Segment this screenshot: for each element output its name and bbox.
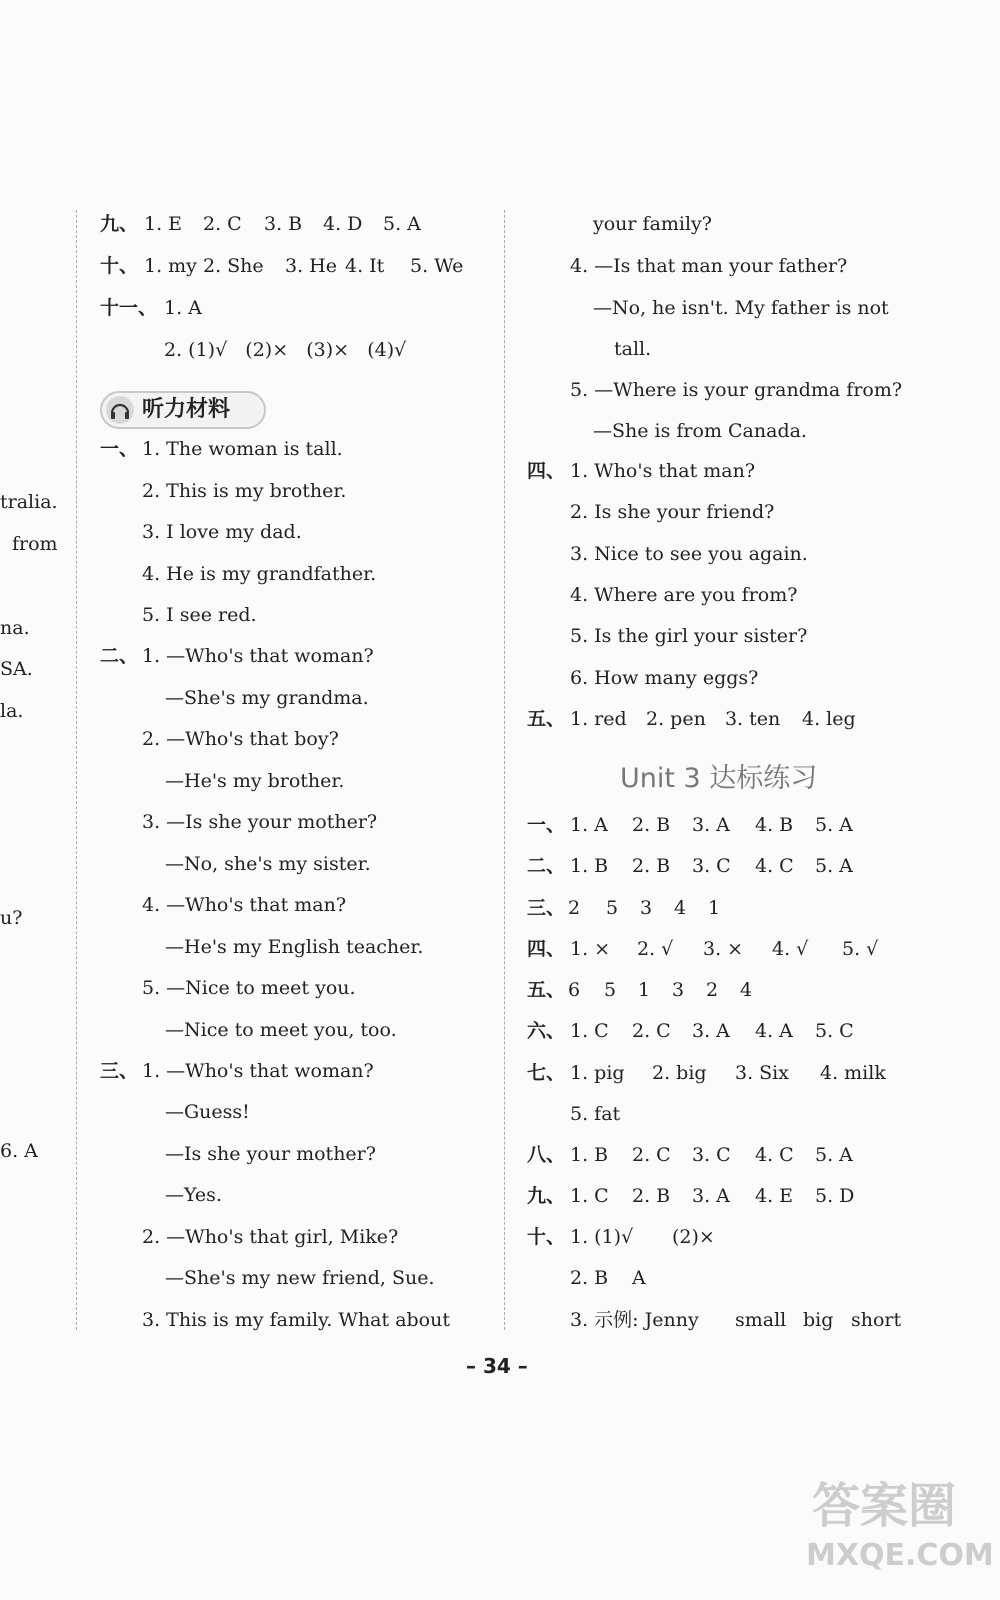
section-label: 四、 — [527, 938, 566, 960]
section-label: 一、 — [527, 814, 566, 836]
answer-item: 5. We — [410, 255, 464, 277]
answer-item: 1. A — [164, 297, 202, 319]
answer-item: 1. E — [144, 213, 183, 235]
answer-item: 1. C — [570, 1185, 609, 1207]
script-line: 2. Is she your friend? — [570, 501, 775, 523]
section-label: 九、 — [100, 213, 139, 235]
section-label: 二、 — [100, 645, 139, 667]
answer-item: 4. C — [755, 855, 794, 877]
column-divider-left — [76, 210, 77, 1330]
answer-item: 3. C — [692, 1144, 731, 1166]
script-line: 1. —Who's that woman? — [142, 645, 374, 667]
answer-item: 2. B — [570, 1267, 609, 1289]
answer-item: 1. red — [570, 708, 627, 730]
answer-item: 1 — [638, 979, 651, 1001]
section-label: 三、 — [527, 897, 566, 919]
fragment: tralia. — [0, 491, 58, 513]
answer-item: 3. C — [692, 855, 731, 877]
script-line: —Nice to meet you, too. — [165, 1019, 397, 1041]
answer-item: 2. pen — [646, 708, 706, 730]
fragment: from — [12, 533, 58, 555]
answer-item: 1. my — [144, 255, 197, 277]
section-label: 八、 — [527, 1144, 566, 1166]
answer-item: 3 — [640, 897, 653, 919]
script-line: 2. —Who's that boy? — [142, 728, 339, 750]
answer-item: 5. A — [383, 213, 421, 235]
answer-item: 5. A — [815, 1144, 853, 1166]
script-line: 5. —Where is your grandma from? — [570, 379, 903, 401]
section-label: 十、 — [100, 255, 139, 277]
section-label: 七、 — [527, 1062, 566, 1084]
answer-item: 1. B — [570, 855, 609, 877]
section-label: 九、 — [527, 1185, 566, 1207]
answer-item: 4. E — [755, 1185, 794, 1207]
section-label: 十、 — [527, 1226, 566, 1248]
answer-item: A — [632, 1267, 646, 1289]
script-line: tall. — [614, 338, 652, 360]
fragment: la. — [0, 700, 24, 722]
listening-header-title: 听力材料 — [142, 397, 231, 422]
answer-item: 3. A — [692, 1020, 730, 1042]
script-line: —He's my brother. — [165, 770, 345, 792]
script-line: 4. —Who's that man? — [142, 894, 347, 916]
answer-item: 1. B — [570, 1144, 609, 1166]
script-line: 3. Nice to see you again. — [570, 543, 808, 565]
script-line: 4. Where are you from? — [570, 584, 798, 606]
answer-item: 2. C — [203, 213, 242, 235]
answer-item: 1. × — [570, 938, 611, 960]
script-line: —Is she your mother? — [165, 1143, 376, 1165]
script-line: —Yes. — [165, 1184, 222, 1206]
column-divider-middle — [504, 210, 505, 1330]
answer-item: 2. C — [632, 1144, 671, 1166]
answer-item: 2. B — [632, 1185, 671, 1207]
headphones-icon — [106, 396, 134, 424]
script-line: 2. —Who's that girl, Mike? — [142, 1226, 399, 1248]
answer-item: 2 — [706, 979, 719, 1001]
section-label: 四、 — [527, 460, 566, 482]
script-line: 5. Is the girl your sister? — [570, 625, 808, 647]
answer-item: 5. fat — [570, 1103, 621, 1125]
listening-material-header — [100, 391, 266, 429]
answer-item: 2. B — [632, 855, 671, 877]
answer-item: 5 — [604, 979, 617, 1001]
answer-item: 1 — [708, 897, 721, 919]
answer-item: 2 — [568, 897, 581, 919]
fragment: na. — [0, 617, 30, 639]
watermark-logo-text: 答案圈 — [812, 1478, 957, 1534]
script-line: 6. How many eggs? — [570, 667, 759, 689]
answer-item: 2. C — [632, 1020, 671, 1042]
script-line: 4. —Is that man your father? — [570, 255, 848, 277]
answer-item: 3. He — [285, 255, 337, 277]
answer-item: 3. Six — [735, 1062, 789, 1084]
script-line: 4. He is my grandfather. — [142, 563, 377, 585]
answer-item: 1. A — [570, 814, 608, 836]
answer-item: 5. C — [815, 1020, 854, 1042]
script-line: 2. This is my brother. — [142, 480, 347, 502]
answer-item: 3. A — [692, 1185, 730, 1207]
script-line: —Guess! — [165, 1101, 250, 1123]
answer-item: 3. × — [703, 938, 744, 960]
answer-item: 4 — [740, 979, 753, 1001]
answer-item: 4. It — [345, 255, 385, 277]
script-line: —No, he isn't. My father is not — [593, 297, 889, 319]
answer-item: 2. (1)√ (2)× (3)× (4)√ — [164, 339, 407, 361]
answer-item: 5. D — [815, 1185, 855, 1207]
answer-item: 2. She — [203, 255, 264, 277]
section-label: 二、 — [527, 855, 566, 877]
section-label: 一、 — [100, 438, 139, 460]
answer-item: 3. ten — [725, 708, 781, 730]
answer-item: 4. C — [755, 1144, 794, 1166]
fragment: u? — [0, 907, 23, 929]
answer-item: 2. B — [632, 814, 671, 836]
answer-item: 3. B — [264, 213, 303, 235]
section-label: 十一、 — [100, 297, 158, 319]
unit-title: Unit 3 达标练习 — [620, 763, 818, 794]
answer-item: 4. leg — [802, 708, 856, 730]
answer-item: 2. big — [652, 1062, 707, 1084]
script-line: 1. —Who's that woman? — [142, 1060, 374, 1082]
answer-item: small — [735, 1309, 787, 1331]
answer-item: 5 — [606, 897, 619, 919]
answer-item: 6 — [568, 979, 581, 1001]
section-label: 五、 — [527, 708, 566, 730]
section-label: 三、 — [100, 1060, 139, 1082]
script-line: —She's my grandma. — [165, 687, 369, 709]
answer-item: short — [851, 1309, 902, 1331]
answer-item: 1. C — [570, 1020, 609, 1042]
answer-item: (2)× — [672, 1226, 715, 1248]
script-line: 3. I love my dad. — [142, 521, 302, 543]
script-line: 3. This is my family. What about — [142, 1309, 450, 1331]
watermark-url: MXQE.COM — [806, 1538, 994, 1573]
answer-item: 5. A — [815, 814, 853, 836]
script-line: 5. I see red. — [142, 604, 257, 626]
fragment: 6. A — [0, 1140, 38, 1162]
answer-item: 3 — [672, 979, 685, 1001]
answer-item: 5. √ — [842, 938, 879, 960]
script-line: —No, she's my sister. — [165, 853, 371, 875]
script-line: —She's my new friend, Sue. — [165, 1267, 435, 1289]
script-line: —She is from Canada. — [593, 420, 807, 442]
script-line: 3. —Is she your mother? — [142, 811, 378, 833]
answer-item: 4 — [674, 897, 687, 919]
answer-item: 3. A — [692, 814, 730, 836]
script-line: 5. —Nice to meet you. — [142, 977, 356, 999]
answer-item: 3. 示例: Jenny — [570, 1309, 699, 1331]
answer-item: 4. √ — [772, 938, 809, 960]
script-line: your family? — [593, 213, 712, 235]
answer-item: 4. B — [755, 814, 794, 836]
script-line: —He's my English teacher. — [165, 936, 424, 958]
answer-item: 2. √ — [637, 938, 674, 960]
answer-item: 4. milk — [820, 1062, 886, 1084]
script-line: 1. The woman is tall. — [142, 438, 343, 460]
answer-item: big — [803, 1309, 834, 1331]
answer-item: 4. D — [323, 213, 363, 235]
script-line: 1. Who's that man? — [570, 460, 756, 482]
section-label: 五、 — [527, 979, 566, 1001]
answer-item: 1. pig — [570, 1062, 625, 1084]
answer-item: 5. A — [815, 855, 853, 877]
answer-item: 1. (1)√ — [570, 1226, 634, 1248]
fragment: SA. — [0, 658, 33, 680]
section-label: 六、 — [527, 1020, 566, 1042]
answer-item: 4. A — [755, 1020, 793, 1042]
page-number: – 34 – — [466, 1354, 528, 1378]
